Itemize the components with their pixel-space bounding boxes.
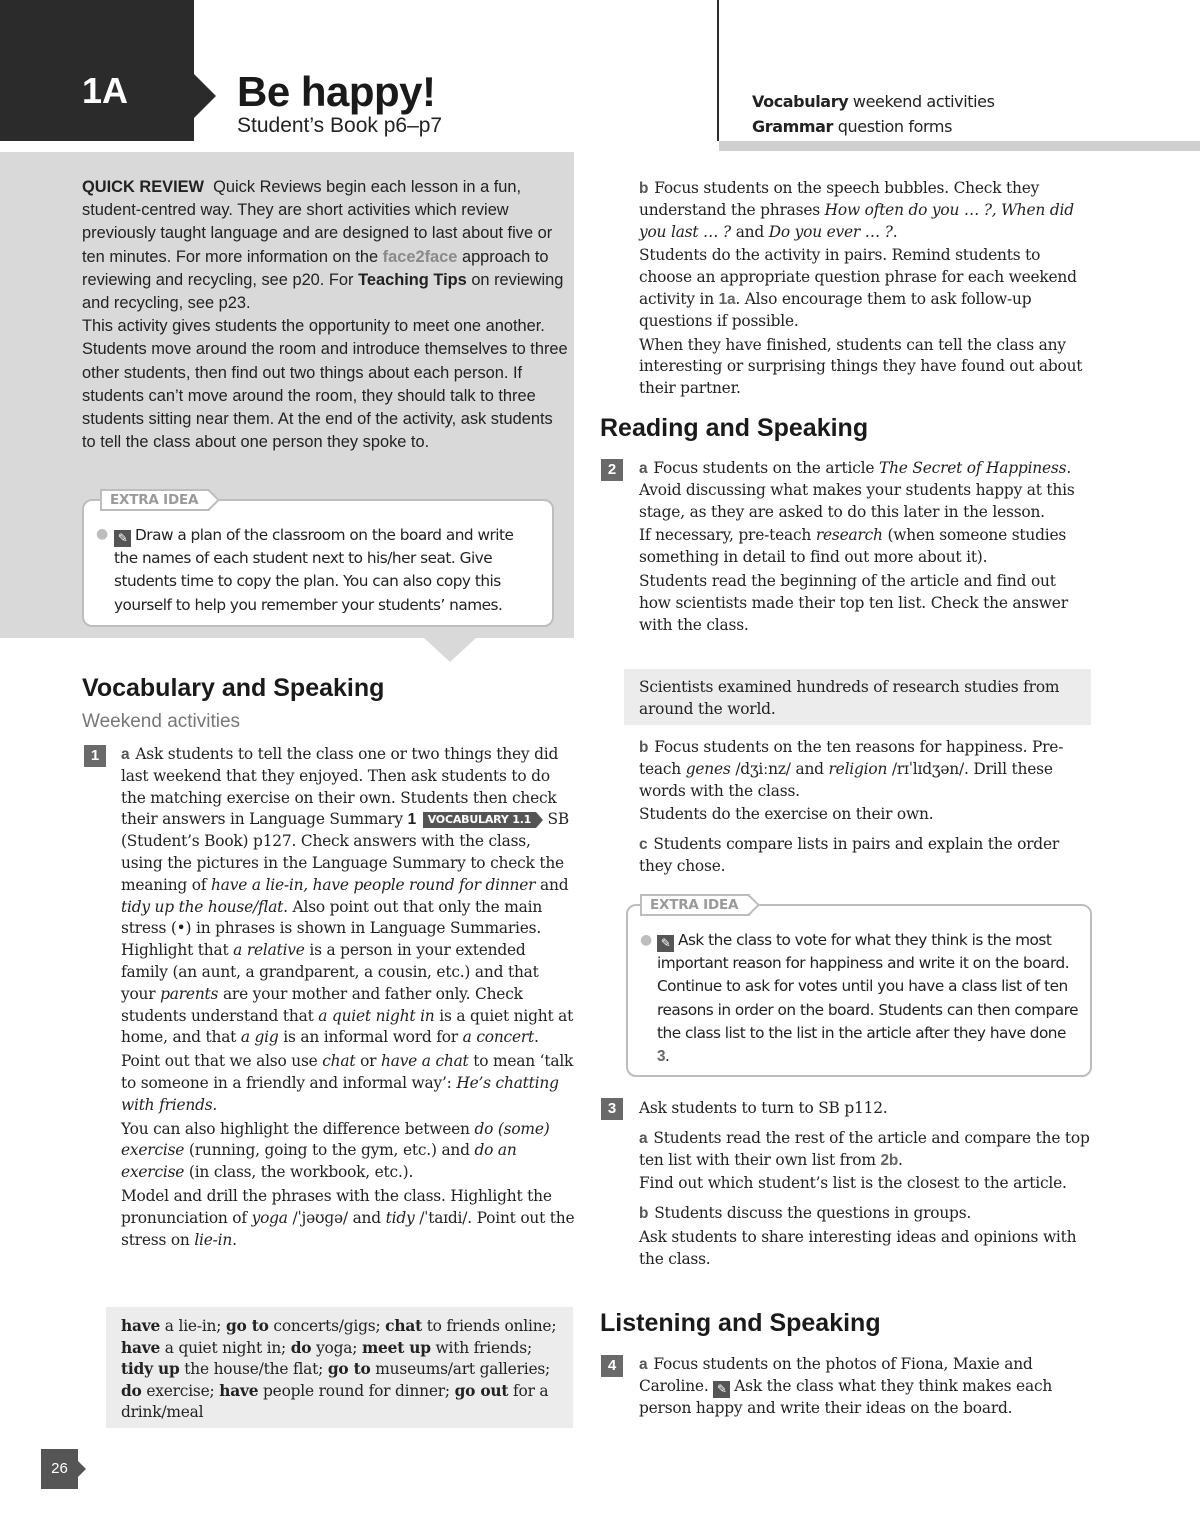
header-rule (719, 141, 1200, 151)
exercise-2a-answer-box: Scientists examined hundreds of research studies from around the world. (624, 669, 1091, 725)
reading-speaking-heading: Reading and Speaking (600, 414, 869, 442)
exercise-number-4: 4 (601, 1355, 623, 1377)
extra-idea-tag-1: EXTRA IDEA (100, 489, 210, 511)
exercise-3-text: Ask students to turn to SB p112. a Students read the rest of the article and compare the top ten list with their own list from 2b. Find out which student’s list is the closest to the article. b Students discuss the questions in groups. Ask students to share interesting ideas and opinions with the class. (639, 1099, 1090, 1268)
exercise-number-3: 3 (601, 1098, 623, 1120)
extra-idea-tag-2: EXTRA IDEA (640, 894, 750, 916)
page-number: 26 (41, 1449, 78, 1489)
exercise-number-1: 1 (84, 745, 106, 767)
extra-idea-text-1: ✎ Draw a plan of the classroom on the board and write the names of each student next to his/her seat. Give students time to copy the plan. You can also copy this yourself to help you remember your students’ names. (114, 526, 514, 614)
answer-item: have people round for dinner; (219, 1381, 455, 1400)
header-divider (717, 0, 719, 141)
answer-item: meet up with friends; (361, 1338, 532, 1357)
quick-review-text: QUICK REVIEW Quick Reviews begin each lesson in a fun, student-centred way. They are short activities which review previously taught language and are designed to last about five or ten minutes. For more information on the face2face approach to reviewing and recycling, see p20. For Teaching Tips on reviewing and recycling, see p23. This activity gives students the opportunity to meet one another. Students move around the room and introduce themselves to three other students, then find out two things about each person. If students can’t move around the room, they should talk to three students sitting near them. At the end of the activity, ask students to tell the class about one person they spoke to. (82, 178, 568, 452)
answer-item: have a lie-in; (121, 1317, 226, 1335)
answer-item: have a quiet night in; (121, 1338, 291, 1357)
vocabulary-speaking-heading: Vocabulary and Speaking (82, 674, 385, 702)
pen-icon: ✎ (114, 530, 131, 547)
answer-item: go out for a drink/meal (121, 1381, 549, 1422)
answer-item: do yoga; (290, 1338, 362, 1357)
exercise-number-2: 2 (601, 459, 623, 481)
grammar-topic: Grammar question forms (752, 117, 953, 136)
exercise-1-answer-box (106, 1307, 573, 1428)
page-number-arrow (78, 1461, 86, 1477)
exercise-2bc-text: b Focus students on the ten reasons for happiness. Pre-teach genes /dʒiːnz/ and religion /rɪˈlɪdʒən/. Drill these words with the class. Students do the exercise on their own. c Students compare lists in pairs and explain the order they chose. (639, 738, 1064, 875)
lesson-subtitle: Student’s Book p6–p7 (237, 114, 443, 137)
face2face-link: face2face (382, 247, 458, 266)
exercise-1b-text: b Focus students on the speech bubbles. Check they understand the phrases How often do you … ?, When did you last … ? and Do you ever … ?. Students do the activity in pairs. Remind students to choose an appropriate question phrase for each weekend activity in 1a. Also encourage them to ask follow-up questions if possible. When they have finished, students can tell the class any interesting or surprising things they have found out about their partner. (639, 179, 1083, 398)
unit-code: 1A (82, 70, 129, 111)
pen-icon: ✎ (657, 935, 674, 952)
extra-idea-text-2: ✎ Ask the class to vote for what they think is the most important reason for happiness and write it on the board. Continue to ask for votes until you have a class list of ten reasons in order on the board. Students can then compare the class list to the list in the article after they have done 3. (657, 931, 1079, 1066)
unit-arrow (194, 74, 216, 118)
answer-item: do exercise; (121, 1381, 220, 1400)
pen-icon: ✎ (713, 1381, 730, 1398)
exercise-1a-text: a Ask students to tell the class one or two things they did last weekend that they enjoyed. Then ask students to do the matching exercise on their own. Students then check their answers in Language Summary 1 VOCABULARY 1.1 SB (Student’s Book) p127. Check answers with the class, using the pictures in the Language Summary to check the meaning of have a lie-in, have people round for dinner and tidy up the house/flat. Also point out that only the main stress (•) in phrases is shown in Language Summaries. Highlight that a relative is a person in your extended family (an aunt, a grandparent, a cousin, etc.) and that your parents are your mother and father only. Check students understand that a quiet night in is a quiet night at home, and that a gig is an informal word for a concert. Point out that we also use chat or have a chat to mean ‘talk to someone in a friendly and informal way’: He’s chatting with friends. You can also highlight the difference between do (some) exercise (running, going to the gym, etc.) and do an exercise (in class, the workbook, etc.). Model and drill the phrases with the class. Highlight the pronunciation of yoga /ˈjəʊɡə/ and tidy /ˈtaɪdi/. Point out the stress on lie-in. (121, 745, 575, 1249)
vocabulary-tag: VOCABULARY 1.1 (423, 812, 536, 828)
quick-review-notch (424, 638, 476, 662)
weekend-activities-subheading: Weekend activities (82, 711, 241, 732)
vocabulary-topic: Vocabulary weekend activities (752, 92, 995, 111)
answer-item: go to concerts/gigs; (225, 1317, 386, 1335)
answer-item: go to museums/art galleries; (327, 1360, 551, 1379)
lesson-title: Be happy! (237, 68, 436, 115)
answer-item: tidy up the house/the flat; (121, 1360, 328, 1379)
exercise-2a-text: a Focus students on the article The Secret of Happiness. Avoid discussing what makes your students happy at this stage, as they are asked to do this later in the lesson. If necessary, pre-teach research (when someone studies something in detail to find out more about it). Students read the beginning of the article and find out how scientists made their top ten list. Check the answer with the class. (639, 459, 1075, 634)
bullet-icon: ● (96, 526, 109, 542)
exercise-4a-text: a Focus students on the photos of Fiona, Maxie and Caroline. ✎ Ask the class what they think makes each person happy and write their ideas on the board. (639, 1355, 1053, 1417)
listening-speaking-heading: Listening and Speaking (600, 1309, 881, 1337)
bullet-icon: ● (640, 932, 653, 948)
answer-item: chat to friends online; (385, 1317, 557, 1335)
